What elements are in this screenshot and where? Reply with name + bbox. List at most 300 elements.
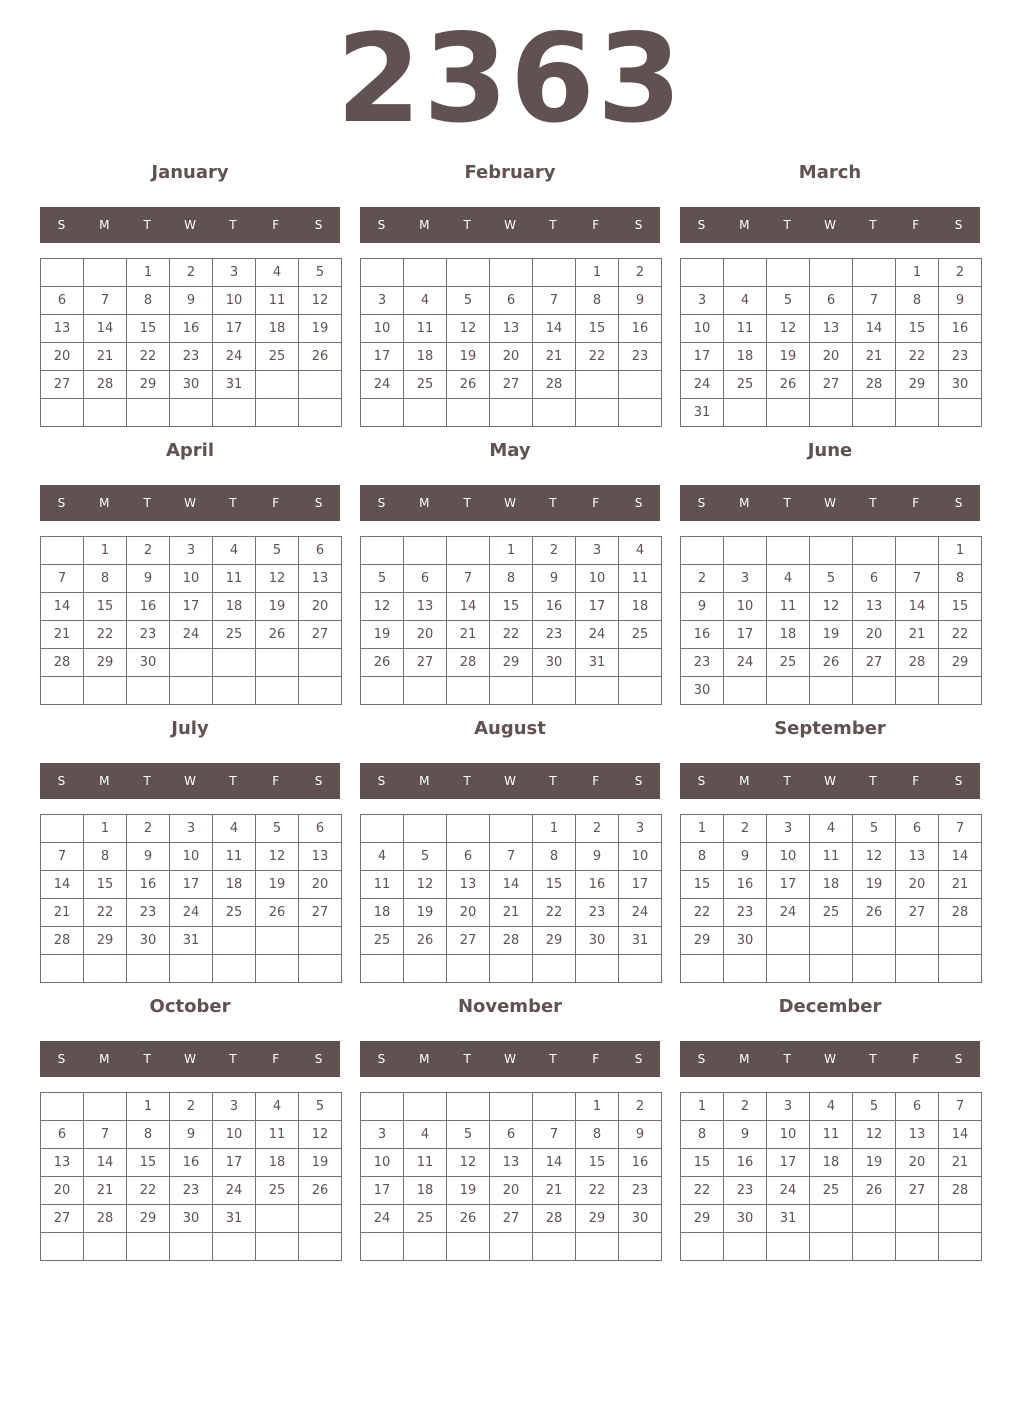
day-cell	[84, 259, 127, 287]
week-row	[361, 315, 662, 343]
day-cell	[896, 955, 939, 983]
day-cell: 6	[853, 565, 896, 593]
week-row	[361, 371, 662, 399]
day-cell: 28	[41, 649, 84, 677]
day-cell: 31	[619, 927, 662, 955]
day-cell: 23	[127, 621, 170, 649]
day-cell: 26	[299, 1177, 342, 1205]
day-cell: 10	[361, 1149, 404, 1177]
week-row	[41, 899, 342, 927]
day-cell: 30	[170, 1205, 213, 1233]
day-cell: 23	[127, 899, 170, 927]
day-cell: 9	[724, 843, 767, 871]
weekday-label: T	[229, 496, 237, 510]
weekday-header	[360, 485, 660, 521]
weekday-label: S	[634, 218, 643, 232]
month-april	[40, 438, 340, 708]
day-cell: 12	[853, 843, 896, 871]
day-cell: 1	[84, 815, 127, 843]
week-row	[681, 677, 982, 705]
day-cell: 22	[896, 343, 939, 371]
day-cell	[299, 1205, 342, 1233]
week-row	[41, 871, 342, 899]
day-cell: 13	[41, 315, 84, 343]
weekday-label: M	[419, 218, 430, 232]
weekday-label: S	[634, 1052, 643, 1066]
day-cell	[896, 1205, 939, 1233]
day-cell: 13	[299, 843, 342, 871]
day-cell: 10	[724, 593, 767, 621]
day-cell	[170, 649, 213, 677]
day-cell: 23	[576, 899, 619, 927]
day-cell: 31	[767, 1205, 810, 1233]
day-cell: 28	[84, 371, 127, 399]
day-cell: 15	[576, 1149, 619, 1177]
day-cell: 21	[41, 621, 84, 649]
day-cell	[767, 1233, 810, 1261]
day-cell: 7	[447, 565, 490, 593]
week-row	[681, 565, 982, 593]
day-cell: 6	[41, 287, 84, 315]
day-cell: 14	[533, 315, 576, 343]
day-cell: 4	[256, 259, 299, 287]
day-cell	[939, 1233, 982, 1261]
day-cell: 17	[213, 315, 256, 343]
day-cell: 15	[896, 315, 939, 343]
day-cell: 17	[681, 343, 724, 371]
day-cell	[361, 955, 404, 983]
day-cell: 4	[256, 1093, 299, 1121]
weekday-header	[680, 485, 980, 521]
weekday-label: M	[739, 1052, 750, 1066]
day-cell	[170, 1233, 213, 1261]
day-cell: 3	[576, 537, 619, 565]
day-cell	[84, 1233, 127, 1261]
day-cell: 29	[127, 371, 170, 399]
day-cell: 20	[299, 593, 342, 621]
month-march	[680, 160, 980, 430]
day-cell: 31	[170, 927, 213, 955]
day-cell: 6	[447, 843, 490, 871]
weekday-header	[360, 1041, 660, 1077]
weekday-label: M	[419, 774, 430, 788]
day-cell: 19	[299, 315, 342, 343]
day-cell	[576, 399, 619, 427]
day-grid	[680, 258, 982, 427]
day-cell	[896, 927, 939, 955]
day-cell: 21	[41, 899, 84, 927]
week-row	[41, 593, 342, 621]
day-cell: 26	[853, 899, 896, 927]
day-cell: 12	[853, 1121, 896, 1149]
weekday-label: S	[314, 774, 323, 788]
day-cell	[853, 399, 896, 427]
day-grid	[40, 258, 342, 427]
day-cell: 10	[619, 843, 662, 871]
weekday-label: S	[954, 774, 963, 788]
week-row	[361, 899, 662, 927]
day-cell: 25	[213, 621, 256, 649]
day-cell: 11	[404, 315, 447, 343]
week-row	[41, 1233, 342, 1261]
weekday-label: S	[697, 774, 706, 788]
day-cell: 16	[127, 593, 170, 621]
day-cell: 27	[404, 649, 447, 677]
day-cell: 23	[170, 343, 213, 371]
weekday-label: S	[57, 218, 66, 232]
weekday-label: F	[272, 1052, 280, 1066]
day-cell: 24	[213, 1177, 256, 1205]
day-cell: 3	[767, 1093, 810, 1121]
day-cell: 14	[447, 593, 490, 621]
day-cell	[533, 677, 576, 705]
weekday-label: S	[697, 218, 706, 232]
weekday-label: T	[869, 774, 877, 788]
day-cell: 19	[361, 621, 404, 649]
day-cell: 18	[619, 593, 662, 621]
day-cell	[84, 1093, 127, 1121]
day-cell: 28	[447, 649, 490, 677]
weekday-label: T	[869, 218, 877, 232]
day-cell	[299, 927, 342, 955]
weekday-label: S	[377, 1052, 386, 1066]
day-cell: 30	[724, 927, 767, 955]
day-cell: 6	[404, 565, 447, 593]
day-cell: 14	[853, 315, 896, 343]
weekday-label: T	[869, 1052, 877, 1066]
week-row	[361, 927, 662, 955]
day-cell	[404, 537, 447, 565]
weekday-header	[680, 763, 980, 799]
day-cell	[299, 1233, 342, 1261]
weekday-header	[360, 207, 660, 243]
weekday-label: S	[377, 774, 386, 788]
day-cell: 1	[533, 815, 576, 843]
week-row	[41, 1093, 342, 1121]
day-cell: 1	[576, 259, 619, 287]
day-cell	[939, 399, 982, 427]
day-cell: 16	[939, 315, 982, 343]
day-cell	[533, 399, 576, 427]
day-cell: 6	[896, 1093, 939, 1121]
weekday-label: T	[783, 218, 791, 232]
week-row	[681, 1121, 982, 1149]
day-cell: 5	[853, 1093, 896, 1121]
week-row	[681, 815, 982, 843]
week-row	[361, 343, 662, 371]
week-row	[681, 871, 982, 899]
day-cell: 29	[681, 927, 724, 955]
day-cell	[361, 677, 404, 705]
week-row	[681, 1177, 982, 1205]
week-row	[361, 955, 662, 983]
day-cell	[404, 259, 447, 287]
day-cell: 24	[170, 621, 213, 649]
day-cell: 15	[490, 593, 533, 621]
day-cell: 10	[361, 315, 404, 343]
weekday-label: W	[184, 496, 196, 510]
day-cell: 22	[576, 1177, 619, 1205]
day-cell: 26	[810, 649, 853, 677]
day-cell: 8	[681, 843, 724, 871]
day-cell: 24	[767, 899, 810, 927]
weekday-label: S	[697, 496, 706, 510]
day-cell: 18	[724, 343, 767, 371]
day-cell: 26	[447, 1205, 490, 1233]
week-row	[41, 927, 342, 955]
day-cell	[533, 1233, 576, 1261]
week-row	[41, 371, 342, 399]
day-cell: 13	[853, 593, 896, 621]
day-cell: 21	[490, 899, 533, 927]
weekday-label: S	[377, 218, 386, 232]
week-row	[361, 1149, 662, 1177]
day-cell	[767, 927, 810, 955]
day-cell: 5	[404, 843, 447, 871]
day-cell: 24	[576, 621, 619, 649]
weekday-label: T	[143, 218, 151, 232]
day-cell: 8	[84, 843, 127, 871]
weekday-header	[40, 485, 340, 521]
day-cell: 5	[447, 1121, 490, 1149]
weekday-label: S	[57, 496, 66, 510]
day-cell	[681, 537, 724, 565]
day-cell: 15	[127, 1149, 170, 1177]
day-cell: 29	[681, 1205, 724, 1233]
day-cell	[767, 259, 810, 287]
week-row	[361, 593, 662, 621]
day-grid	[360, 1092, 662, 1261]
day-cell	[533, 259, 576, 287]
day-cell: 9	[127, 565, 170, 593]
day-cell: 27	[853, 649, 896, 677]
day-cell: 12	[404, 871, 447, 899]
day-cell: 9	[619, 287, 662, 315]
weekday-label: T	[463, 496, 471, 510]
day-cell	[41, 537, 84, 565]
day-cell	[619, 677, 662, 705]
day-cell: 19	[447, 343, 490, 371]
weekday-label: W	[824, 774, 836, 788]
weekday-label: T	[549, 218, 557, 232]
day-cell: 27	[896, 1177, 939, 1205]
weekday-label: T	[143, 496, 151, 510]
week-row	[41, 287, 342, 315]
month-name: February	[464, 162, 556, 183]
day-cell	[810, 1233, 853, 1261]
day-cell	[41, 955, 84, 983]
day-cell: 20	[447, 899, 490, 927]
weekday-label: W	[504, 774, 516, 788]
day-cell: 13	[896, 1121, 939, 1149]
day-cell: 30	[127, 927, 170, 955]
day-cell: 15	[681, 1149, 724, 1177]
day-cell: 21	[447, 621, 490, 649]
week-row	[681, 1205, 982, 1233]
day-cell: 4	[361, 843, 404, 871]
day-cell: 29	[896, 371, 939, 399]
day-cell: 12	[299, 1121, 342, 1149]
week-row	[361, 1121, 662, 1149]
week-row	[41, 843, 342, 871]
day-cell: 1	[127, 259, 170, 287]
day-cell: 13	[490, 315, 533, 343]
month-name: May	[489, 440, 531, 461]
day-cell: 26	[299, 343, 342, 371]
day-cell: 30	[619, 1205, 662, 1233]
day-cell: 23	[619, 343, 662, 371]
day-cell: 2	[170, 1093, 213, 1121]
day-cell: 29	[84, 927, 127, 955]
day-cell	[41, 1093, 84, 1121]
weekday-label: W	[824, 1052, 836, 1066]
day-cell: 3	[681, 287, 724, 315]
week-row	[41, 1149, 342, 1177]
day-cell	[299, 399, 342, 427]
week-row	[361, 259, 662, 287]
day-cell	[127, 677, 170, 705]
day-cell: 16	[619, 1149, 662, 1177]
weekday-label: T	[463, 218, 471, 232]
weekday-label: M	[99, 1052, 110, 1066]
day-cell: 5	[299, 259, 342, 287]
day-cell: 11	[361, 871, 404, 899]
day-cell: 7	[853, 287, 896, 315]
day-cell: 3	[213, 1093, 256, 1121]
day-cell: 24	[361, 1205, 404, 1233]
day-cell: 29	[490, 649, 533, 677]
day-cell: 5	[810, 565, 853, 593]
month-february	[360, 160, 660, 430]
day-cell: 24	[619, 899, 662, 927]
day-cell: 18	[256, 315, 299, 343]
week-row	[361, 399, 662, 427]
day-cell: 21	[853, 343, 896, 371]
day-cell: 22	[127, 343, 170, 371]
day-cell: 6	[490, 1121, 533, 1149]
day-cell	[810, 1205, 853, 1233]
day-cell: 24	[724, 649, 767, 677]
day-cell: 23	[724, 1177, 767, 1205]
day-cell	[490, 955, 533, 983]
week-row	[41, 621, 342, 649]
day-cell	[41, 815, 84, 843]
month-name: November	[457, 996, 563, 1017]
day-cell	[810, 537, 853, 565]
week-row	[681, 1233, 982, 1261]
day-cell	[576, 1233, 619, 1261]
weekday-label: S	[954, 1052, 963, 1066]
day-cell: 7	[896, 565, 939, 593]
month-november	[360, 994, 660, 1264]
day-cell: 30	[576, 927, 619, 955]
day-cell: 21	[896, 621, 939, 649]
day-cell	[853, 1233, 896, 1261]
weekday-label: F	[592, 774, 600, 788]
day-cell: 18	[213, 871, 256, 899]
day-cell	[84, 677, 127, 705]
day-cell	[256, 399, 299, 427]
day-cell: 2	[619, 259, 662, 287]
weekday-label: S	[634, 774, 643, 788]
day-cell	[896, 677, 939, 705]
month-july	[40, 716, 340, 986]
day-cell	[576, 371, 619, 399]
day-cell: 20	[299, 871, 342, 899]
day-cell: 12	[256, 565, 299, 593]
day-cell: 14	[896, 593, 939, 621]
day-cell: 11	[256, 1121, 299, 1149]
day-cell: 19	[853, 871, 896, 899]
weekday-label: T	[229, 218, 237, 232]
day-cell: 15	[533, 871, 576, 899]
day-cell: 30	[939, 371, 982, 399]
day-cell: 10	[576, 565, 619, 593]
weekday-label: W	[504, 496, 516, 510]
day-cell: 20	[853, 621, 896, 649]
day-cell	[810, 259, 853, 287]
day-cell: 21	[939, 871, 982, 899]
weekday-label: S	[954, 218, 963, 232]
weekday-label: M	[739, 496, 750, 510]
day-cell	[127, 1233, 170, 1261]
day-cell	[810, 955, 853, 983]
day-cell	[447, 815, 490, 843]
day-cell: 10	[681, 315, 724, 343]
weekday-label: T	[549, 1052, 557, 1066]
day-cell: 30	[724, 1205, 767, 1233]
day-cell	[619, 399, 662, 427]
day-cell	[84, 399, 127, 427]
day-cell: 3	[724, 565, 767, 593]
weekday-label: W	[504, 218, 516, 232]
week-row	[41, 815, 342, 843]
week-row	[41, 955, 342, 983]
week-row	[41, 1121, 342, 1149]
weekday-label: T	[549, 496, 557, 510]
weekday-label: F	[272, 218, 280, 232]
day-cell: 28	[939, 899, 982, 927]
day-cell: 9	[170, 1121, 213, 1149]
day-cell: 18	[256, 1149, 299, 1177]
day-cell: 11	[404, 1149, 447, 1177]
day-cell: 9	[533, 565, 576, 593]
day-cell: 23	[619, 1177, 662, 1205]
week-row	[41, 315, 342, 343]
day-cell	[681, 259, 724, 287]
weekday-label: M	[739, 774, 750, 788]
day-cell	[724, 259, 767, 287]
day-cell: 20	[896, 1149, 939, 1177]
day-cell: 19	[404, 899, 447, 927]
day-cell	[447, 399, 490, 427]
day-cell: 2	[127, 537, 170, 565]
day-cell: 9	[681, 593, 724, 621]
day-cell	[361, 537, 404, 565]
day-cell: 17	[361, 343, 404, 371]
day-grid	[680, 814, 982, 983]
day-cell: 9	[127, 843, 170, 871]
day-cell: 17	[724, 621, 767, 649]
day-cell: 14	[533, 1149, 576, 1177]
day-cell: 25	[404, 1205, 447, 1233]
week-row	[361, 621, 662, 649]
day-cell: 25	[724, 371, 767, 399]
day-cell	[404, 1093, 447, 1121]
week-row	[681, 927, 982, 955]
month-september	[680, 716, 980, 986]
day-cell: 10	[213, 287, 256, 315]
